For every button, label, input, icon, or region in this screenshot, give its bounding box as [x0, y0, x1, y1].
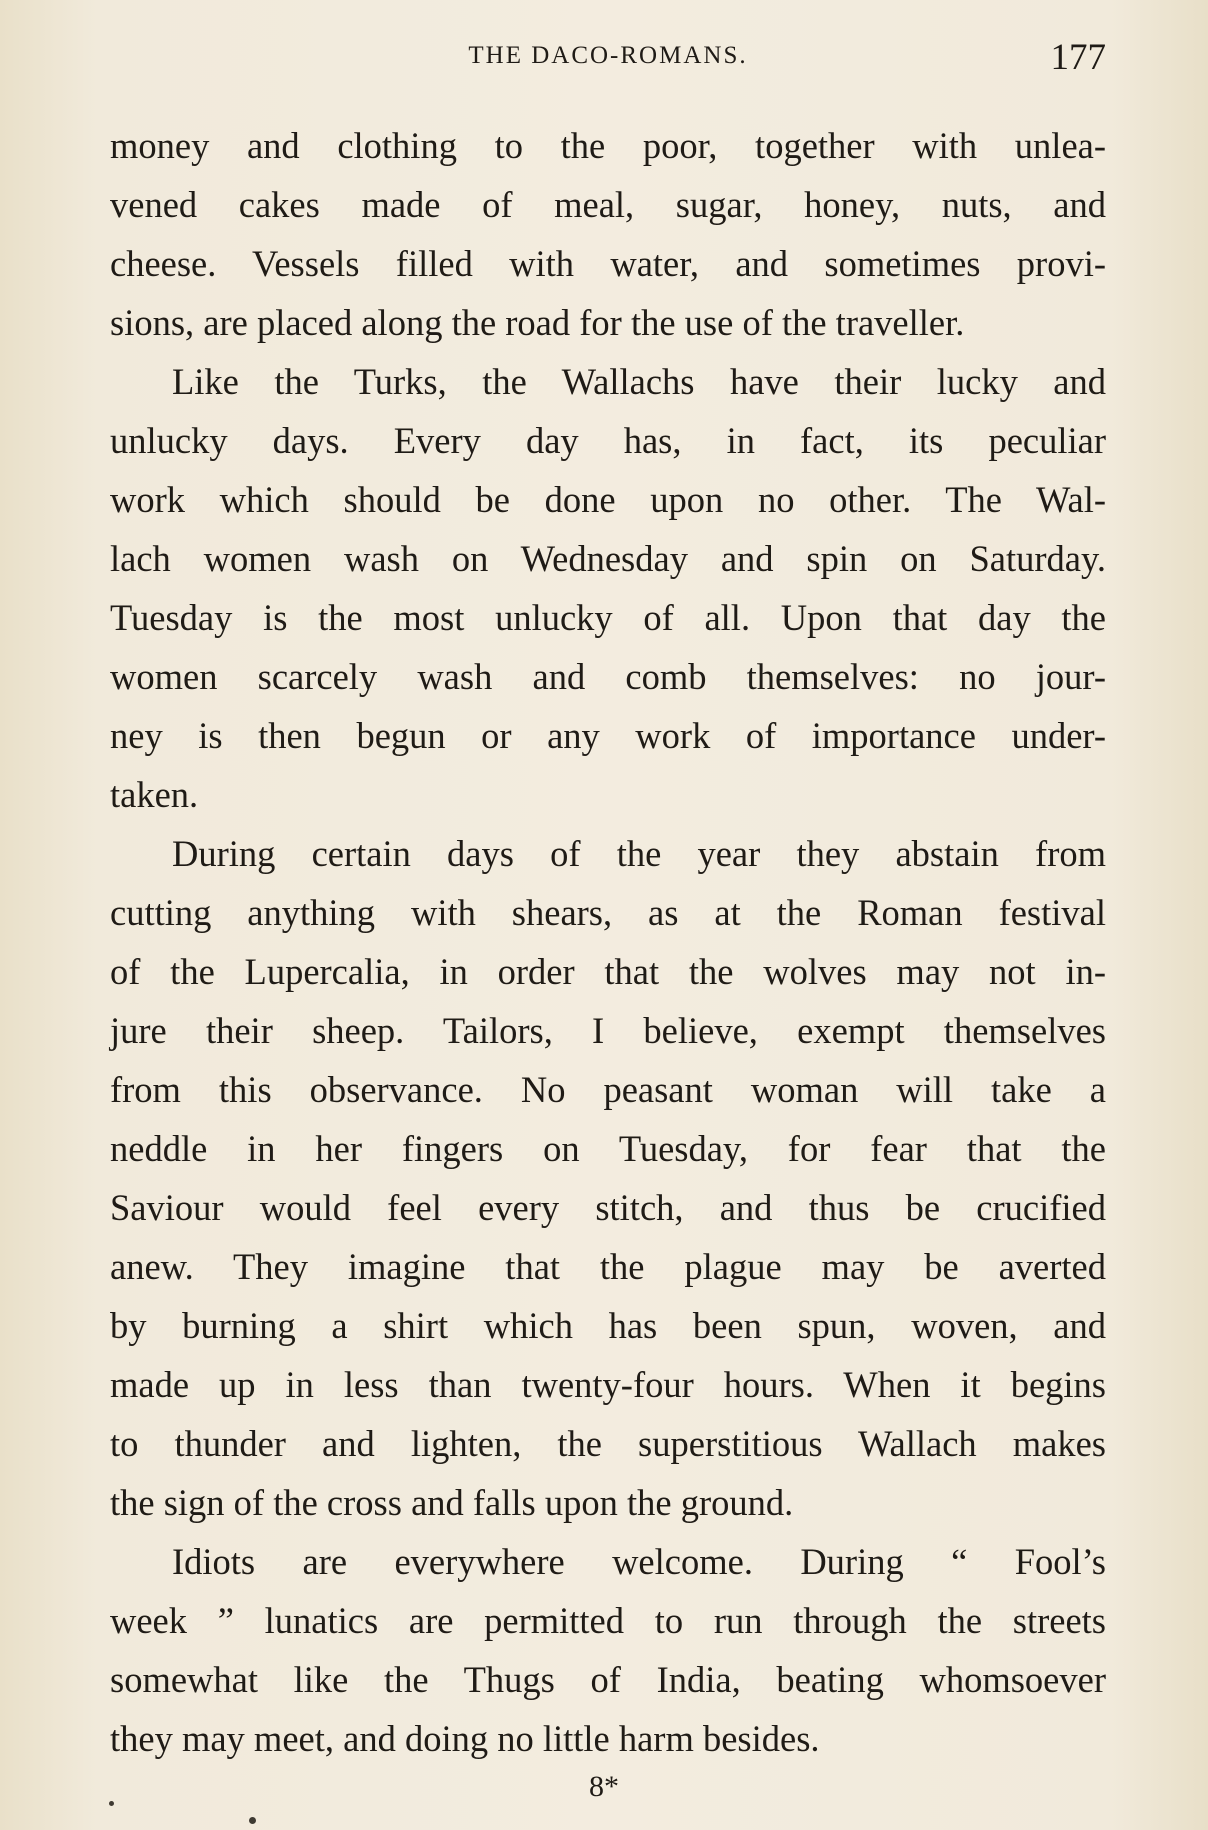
text-line: money and clothing to the poor, together with unlea-: [110, 125, 1106, 166]
text-line: cheese. Vessels filled with water, and sometimes provi-: [110, 243, 1106, 284]
text-line: sions, are placed along the road for the use of the traveller.: [110, 302, 965, 343]
text-line: ney is then begun or any work of importance under-: [110, 715, 1106, 756]
text-line: Tuesday is the most unlucky of all. Upon that day the: [110, 597, 1106, 638]
text-line: anew. They imagine that the plague may be averted: [110, 1246, 1106, 1287]
paragraph: [110, 352, 1106, 824]
margin-dot: [249, 1817, 256, 1824]
text-line: Saviour would feel every stitch, and thus be crucified: [110, 1187, 1106, 1228]
paragraph: [110, 1532, 1106, 1768]
text-line: by burning a shirt which has been spun, woven, and: [110, 1305, 1106, 1346]
text-line: Idiots are everywhere welcome. During “ Fool’s: [172, 1541, 1106, 1582]
text-line: lach women wash on Wednesday and spin on Saturday.: [110, 538, 1106, 579]
text-line: taken.: [110, 774, 199, 815]
paragraph: [110, 824, 1106, 1532]
text-line: to thunder and lighten, the superstitious Wallach makes: [110, 1423, 1106, 1464]
text-line: work which should be done upon no other. The Wal-: [110, 479, 1106, 520]
text-line: jure their sheep. Tailors, I believe, exempt themselves: [110, 1010, 1106, 1051]
signature-mark: 8*: [589, 1770, 619, 1803]
text-line: the sign of the cross and falls upon the ground.: [110, 1482, 794, 1523]
page-number: 177: [1050, 37, 1106, 78]
text-line: Like the Turks, the Wallachs have their lucky and: [172, 361, 1106, 402]
body-text: [110, 116, 1106, 1768]
text-line: week ” lunatics are permitted to run through the streets: [110, 1600, 1106, 1641]
text-line: cutting anything with shears, as at the Roman festival: [110, 892, 1106, 933]
text-line: unlucky days. Every day has, in fact, its peculiar: [110, 420, 1106, 461]
text-line: During certain days of the year they abstain from: [172, 833, 1106, 874]
running-title: THE DACO-ROMANS.: [468, 42, 748, 69]
text-line: neddle in her fingers on Tuesday, for fear that the: [110, 1128, 1106, 1169]
text-line: vened cakes made of meal, sugar, honey, nuts, and: [110, 184, 1106, 225]
text-line: of the Lupercalia, in order that the wolves may not in-: [110, 951, 1106, 992]
text-line: women scarcely wash and comb themselves: no jour-: [110, 656, 1106, 697]
running-head: [110, 38, 1106, 78]
paragraph: [110, 116, 1106, 352]
text-line: somewhat like the Thugs of India, beating whomsoever: [110, 1659, 1106, 1700]
text-line: they may meet, and doing no little harm besides.: [110, 1718, 820, 1759]
text-line: made up in less than twenty-four hours. When it begins: [110, 1364, 1106, 1405]
text-line: from this observance. No peasant woman will take a: [110, 1069, 1106, 1110]
